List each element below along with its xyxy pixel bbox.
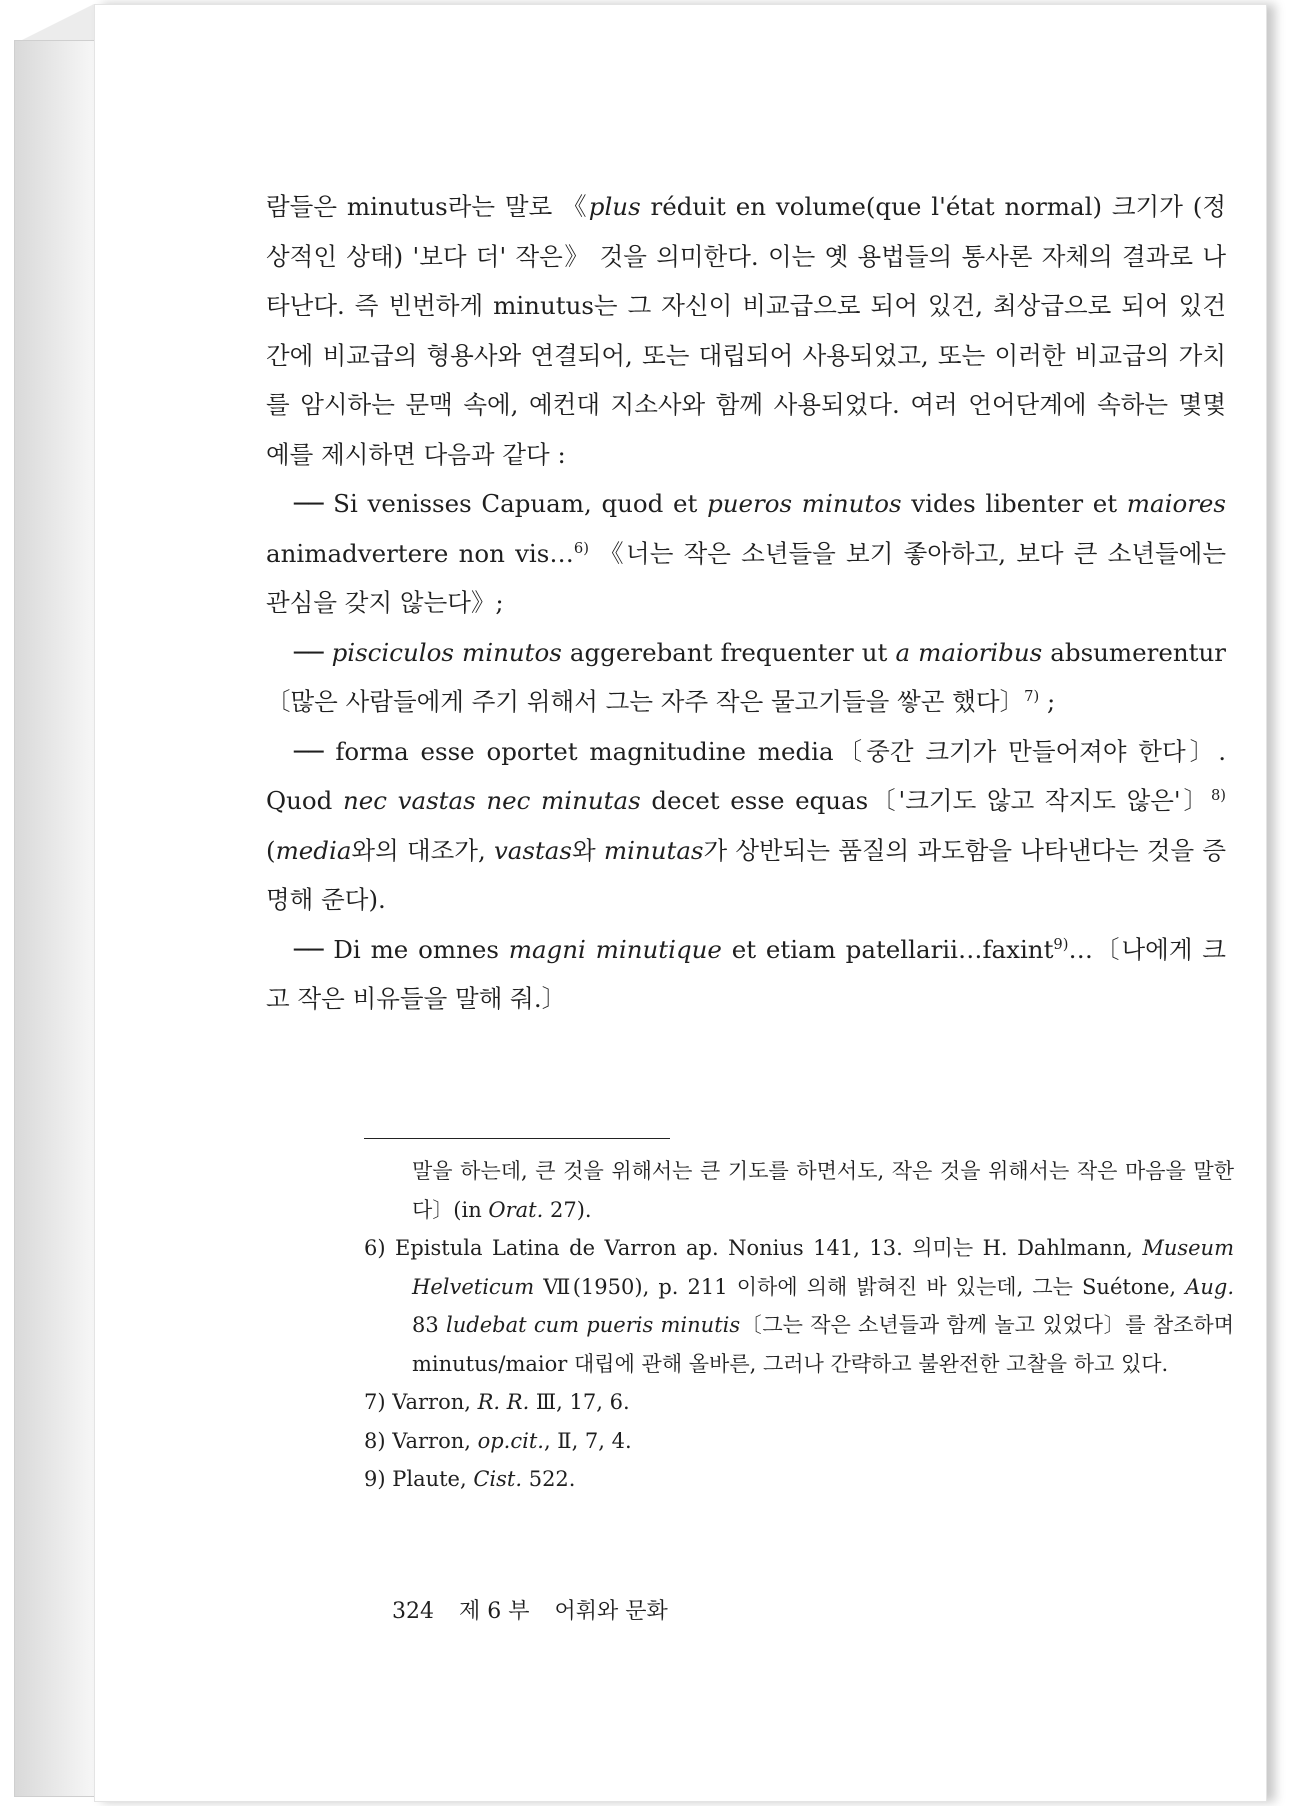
italic-text: magni minutique bbox=[508, 934, 722, 964]
italic-text: media bbox=[275, 835, 352, 865]
book-spine bbox=[14, 40, 96, 1797]
italic-text: ludebat cum pueris minutis bbox=[446, 1313, 741, 1337]
footnote-divider bbox=[364, 1138, 670, 1139]
main-text bbox=[266, 182, 1226, 1024]
italic-text: a maioribus bbox=[895, 637, 1043, 667]
footnote-ref: 6) bbox=[573, 539, 589, 557]
quote-example: ── Si venisses Capuam, quod et pueros minutos vides libenter et maiores animadvertere non vis…$^{6)}$ 《너는 작은 소년들을 보기 좋아하고, 보다 큰 소년들에는 관심을 갖지 않는다》; bbox=[266, 489, 1227, 617]
book-spine-top bbox=[14, 4, 94, 44]
italic-text: plus bbox=[588, 192, 641, 221]
part-title: 어휘와 문화 bbox=[554, 1599, 668, 1624]
footnote-item: 6) Epistula Latina de Varron ap. Nonius 141, 13. 의미는 H. Dahlmann, Museum Helveticum Ⅶ(1950), p. 211 이하에 의해 밝혀진 바 있는데, 그는 Suétone, Aug. 83 ludebat cum pueris minutis〔그는 작은 소년들과 함께 놀고 있었다〕를 참조하며 minutus/maior 대립에 관해 올바른, 그러나 간략하고 불완전한 고찰을 하고 있다. bbox=[364, 1236, 1234, 1376]
footnote-item: 7) Varron, R. R. Ⅲ, 17, 6. bbox=[364, 1390, 630, 1414]
page-number: 324 bbox=[392, 1599, 434, 1624]
page-footer bbox=[392, 1594, 686, 1625]
footnote-continuation: 말을 하는데, 큰 것을 위해서는 큰 기도를 하면서도, 작은 것을 위해서는 작은 마음을 말한다〕(in Orat. 27). bbox=[412, 1159, 1234, 1222]
italic-text: nec vastas nec minutas bbox=[342, 786, 641, 815]
footnote-ref: 8) bbox=[1210, 786, 1227, 804]
italic-text: Orat. bbox=[488, 1197, 544, 1222]
italic-text: Museum Helveticum bbox=[412, 1236, 1234, 1299]
part-label: 제 6 부 bbox=[459, 1599, 530, 1624]
quote-example: ── Di me omnes magni minutique et etiam patellarii…faxint$^{9)}$…〔나에게 크고 작은 비유들을 말해 줘.〕 bbox=[266, 934, 1226, 1013]
italic-text: R. R. bbox=[477, 1390, 530, 1414]
footnotes bbox=[364, 1152, 1234, 1499]
italic-text: op.cit. bbox=[477, 1428, 544, 1453]
body-paragraph: 람들은 minutus라는 말로 《plus réduit en volume(que l'état normal) 크기가 (정상적인 상태) '보다 더' 작은》 것을 의미한다. 이는 옛 용법들의 통사론 자체의 결과로 나타난다. 즉 빈번하게 minutus는 그 자신이 비교급으로 되어 있건, 최상급으로 되어 있건 간에 비교급의 형용사와 연결되어, 또는 대립되어 사용되었고, 또는 이러한 비교급의 가치를 암시하는 문맥 속에, 예컨대 지소사와 함께 사용되었다. 여러 언어단계에 속하는 몇몇 예를 제시하면 다음과 같다 : bbox=[266, 192, 1227, 469]
quote-example: ── pisciculos minutos aggerebant frequenter ut a maioribus absumerentur〔많은 사람들에게 주기 위해서 그는 자주 작은 물고기들을 쌓곤 했다〕$^{7)}$ ; bbox=[266, 637, 1226, 716]
footnote-ref: 7) bbox=[1024, 687, 1040, 705]
book-page bbox=[94, 4, 1267, 1802]
italic-text: minutas bbox=[603, 835, 704, 865]
italic-text: maiores bbox=[1126, 489, 1226, 518]
italic-text: Aug. bbox=[1185, 1274, 1234, 1299]
italic-text: pisciculos minutos bbox=[331, 637, 562, 667]
footnote-item: 8) Varron, op.cit., Ⅱ, 7, 4. bbox=[364, 1428, 632, 1453]
italic-text: vastas bbox=[493, 835, 572, 865]
italic-text: Cist. bbox=[473, 1467, 523, 1491]
footnote-ref: 9) bbox=[1053, 935, 1069, 953]
footnote-item: 9) Plaute, Cist. 522. bbox=[364, 1467, 576, 1491]
italic-text: pueros minutos bbox=[707, 489, 902, 518]
quote-example: ── forma esse oportet magnitudine media〔중간 크기가 만들어져야 한다〕. Quod nec vastas nec minutas decet esse equas〔'크기도 않고 작지도 않은'〕$^{8)}$ (media와의 대조가, vastas와 minutas가 상반되는 품질의 과도함을 나타낸다는 것을 증명해 준다). bbox=[266, 736, 1227, 914]
